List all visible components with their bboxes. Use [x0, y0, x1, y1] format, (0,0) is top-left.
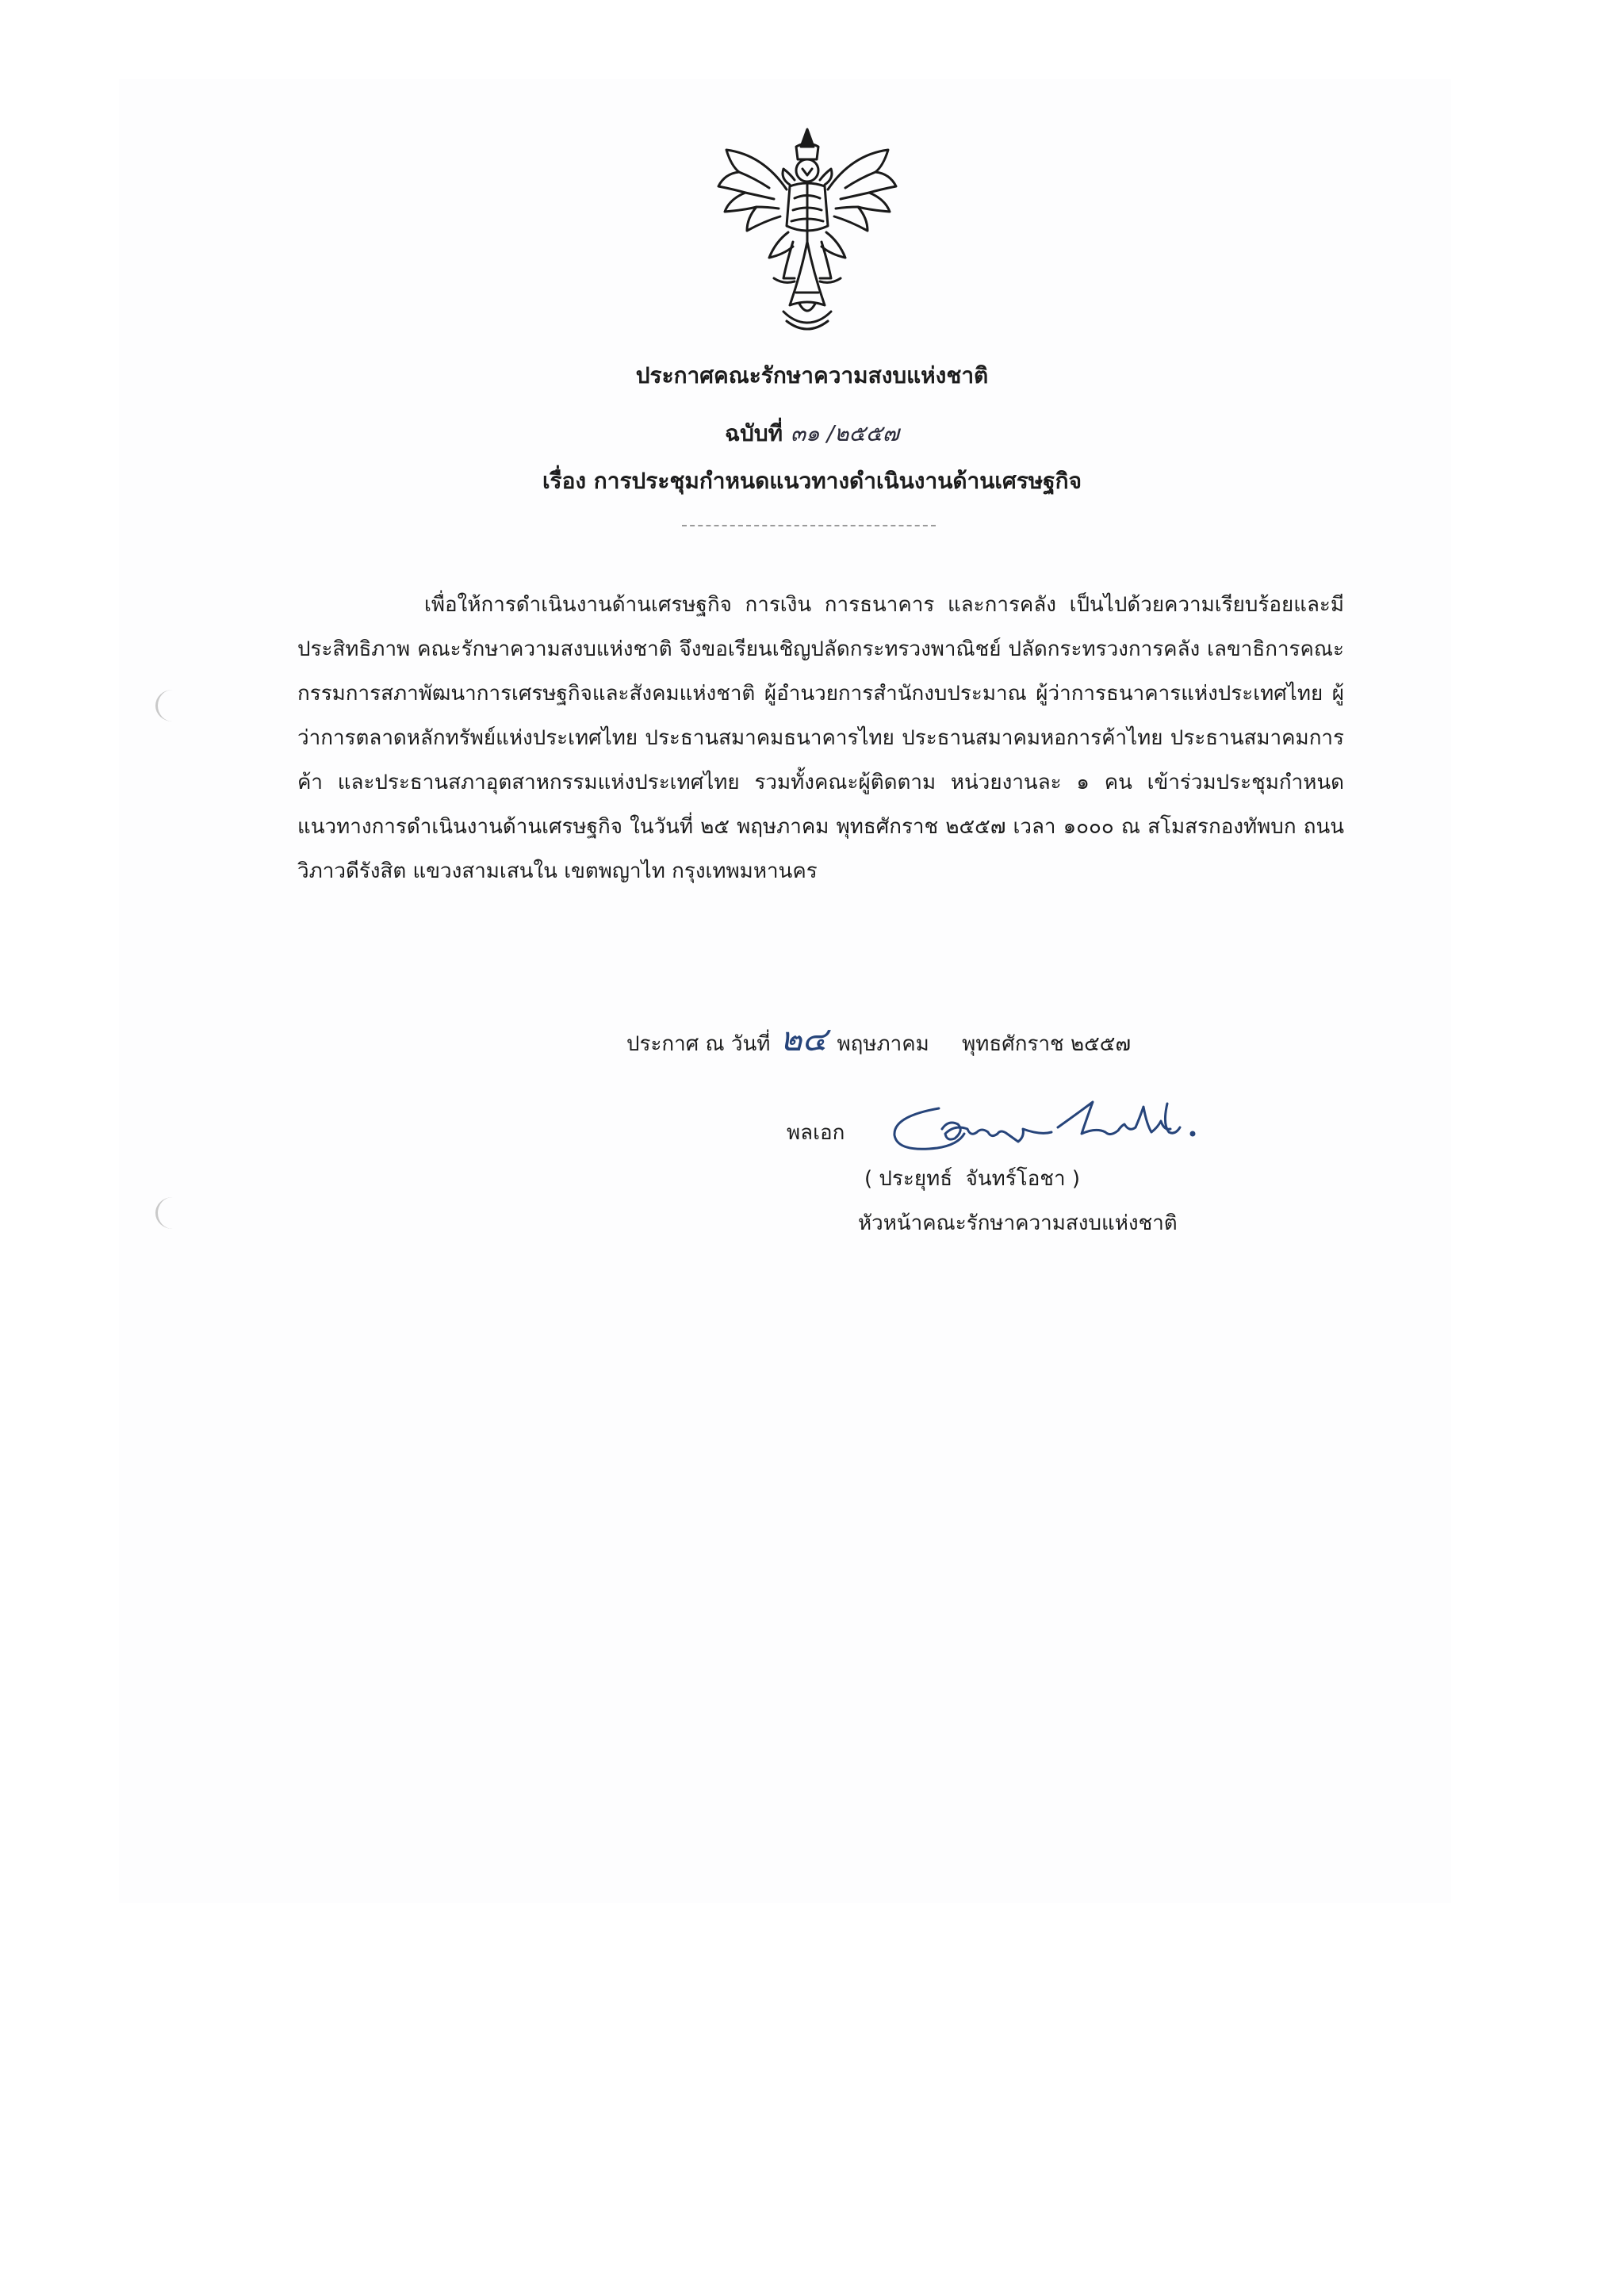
announcement-number-label: ฉบับที่ [725, 420, 783, 446]
body-paragraph: เพื่อให้การดำเนินงานด้านเศรษฐกิจ การเงิน การธนาคาร และการคลัง เป็นไปด้วยความเรียบร้อยและมีประสิทธิภาพ คณะรักษาความสงบแห่งชาติ จึงขอเรียนเชิญปลัดกระทรวงพาณิชย์ ปลัดกระทรวงการคลัง เลขาธิการคณะกรรมการสภาพัฒนาการเศรษฐกิจและสังคมแห่งชาติ ผู้อำนวยการสำนักงบประมาณ ผู้ว่าการธนาคารแห่งประเทศไทย ผู้ว่าการตลาดหลักทรัพย์แห่งประเทศไทย ประธานสมาคมธนาคารไทย ประธานสมาคมหอการค้าไทย ประธานสมาคมการค้า และประธานสภาอุตสาหกรรมแห่งประเทศไทย รวมทั้งคณะผู้ติดตาม หน่วยงานละ ๑ คน เข้าร่วมประชุมกำหนดแนวทางการดำเนินงานด้านเศรษฐกิจ ในวันที่ ๒๕ พฤษภาคม พุทธศักราช ๒๕๕๗ เวลา ๑๐๐๐ ณ สโมสรกองทัพบก ถนนวิภาวดีรังสิต แขวงสามเสนใน เขตพญาไท กรุงเทพมหานคร [297, 593, 1344, 883]
document-page [119, 79, 1451, 1903]
announcement-subject: เรื่อง การประชุมกำหนดแนวทางดำเนินงานด้านเศรษฐกิจ [542, 468, 1082, 494]
signatory-name: ( ประยุทธ์ จันทร์โอชา ) [864, 1167, 1080, 1191]
punch-hole-mark [155, 1197, 190, 1229]
signatory-rank: พลเอก [787, 1121, 845, 1145]
date-line [626, 1013, 1131, 1066]
date-month: พฤษภาคม [837, 1032, 929, 1056]
date-prefix: ประกาศ ณ วันที่ [626, 1032, 771, 1056]
date-day-handwritten: ๒๔ [779, 1020, 828, 1058]
garuda-emblem-icon [707, 123, 907, 341]
announcement-number-value: ๓๑ /๒๕๕๗ [790, 420, 899, 446]
announcement-body [297, 583, 1344, 894]
divider [682, 525, 936, 526]
signatory-position: หัวหน้าคณะรักษาความสงบแห่งชาติ [858, 1211, 1178, 1235]
date-year: พุทธศักราช ๒๕๕๗ [962, 1032, 1132, 1056]
punch-hole-mark [155, 690, 190, 721]
announcement-number [0, 416, 1624, 451]
announcement-title: ประกาศคณะรักษาความสงบแห่งชาติ [635, 362, 989, 388]
handwritten-signature [882, 1093, 1231, 1165]
